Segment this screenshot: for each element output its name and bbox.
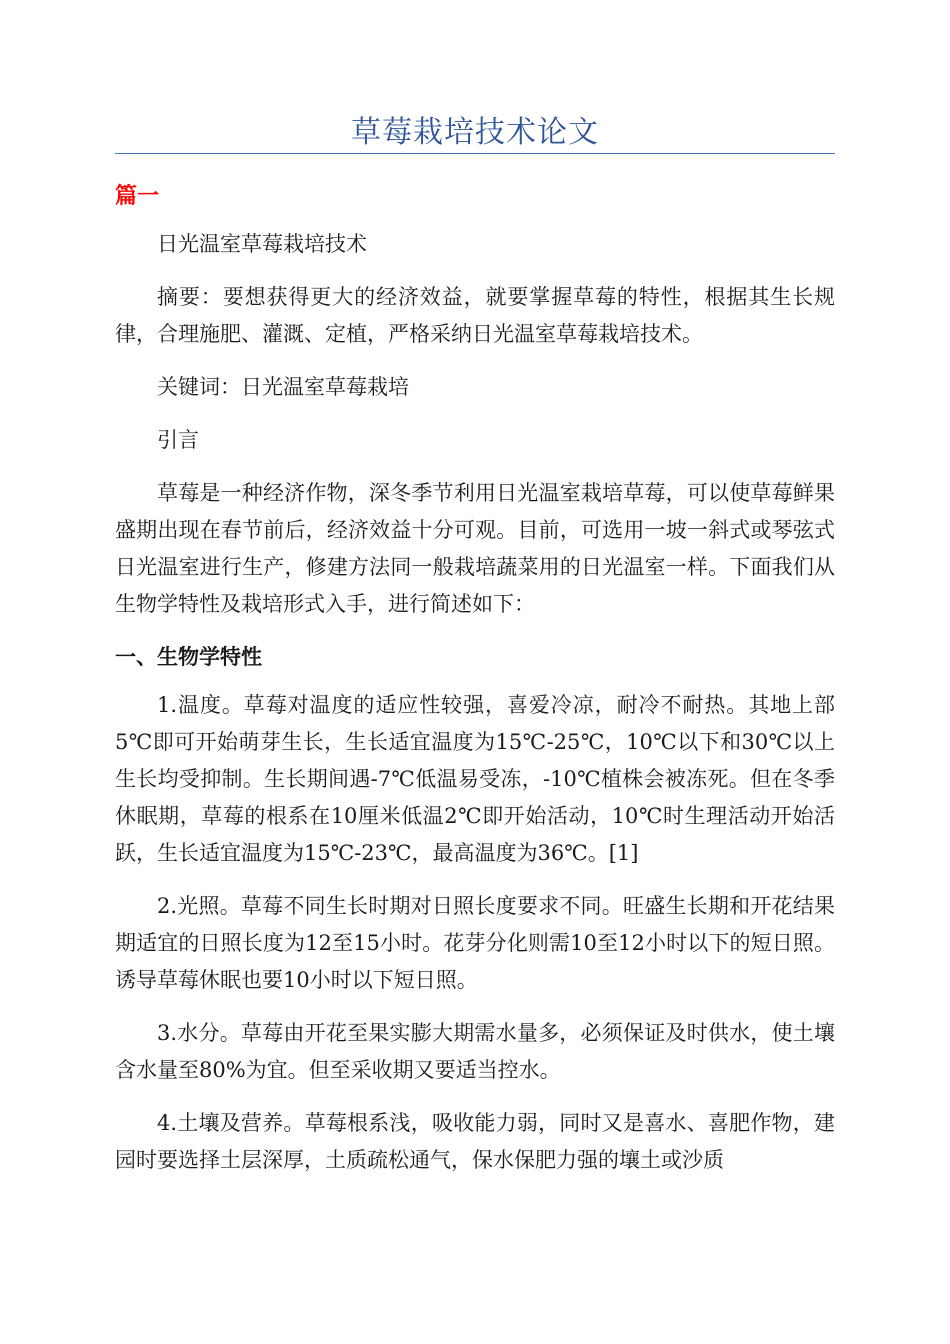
intro-heading: 引言	[157, 428, 199, 452]
paragraph-temperature: 1.温度。草莓对温度的适应性较强，喜爱冷凉，耐冷不耐热。其地上部5℃即可开始萌芽生长，生长适宜温度为15℃-25℃，10℃以下和30℃以上生长均受抑制。生长期间遇-7℃低温易受冻，-10℃植株会被冻死。但在冬季休眠期，草莓的根系在10厘米低温2℃即开始活动，10℃时生理活动开始活跃，生长适宜温度为15℃-23℃，最高温度为36℃。[1]	[115, 693, 835, 865]
article-subtitle: 日光温室草莓栽培技术	[157, 232, 367, 256]
document-title: 草莓栽培技术论文	[351, 115, 599, 150]
paragraph-light: 2.光照。草莓不同生长时期对日照长度要求不同。旺盛生长期和开花结果期适宜的日照长度为12至15小时。花芽分化则需10至12小时以下的短日照。诱导草莓休眠也要10小时以下短日照。	[115, 894, 835, 992]
title-underline	[115, 153, 835, 154]
intro-paragraph: 草莓是一种经济作物，深冬季节利用日光温室栽培草莓，可以使草莓鲜果盛期出现在春节前后，经济效益十分可观。目前，可选用一坡一斜式或琴弦式日光温室进行生产，修建方法同一般栽培蔬菜用的日光温室一样。下面我们从生物学特性及栽培形式入手，进行简述如下：	[115, 481, 835, 616]
paragraph-soil: 4.土壤及营养。草莓根系浅，吸收能力弱，同时又是喜水、喜肥作物，建园时要选择土层深厚，土质疏松通气，保水保肥力强的壤土或沙质	[115, 1111, 835, 1172]
document-body	[115, 180, 835, 1195]
piece-label: 篇一	[115, 184, 160, 209]
section-heading-biology: 一、生物学特性	[115, 645, 262, 669]
keywords-paragraph: 关键词：日光温室草莓栽培	[157, 375, 409, 399]
paragraph-water: 3.水分。草莓由开花至果实膨大期需水量多，必须保证及时供水，使土壤含水量至80%为宜。但至采收期又要适当控水。	[115, 1021, 835, 1082]
abstract-paragraph: 摘要：要想获得更大的经济效益，就要掌握草莓的特性，根据其生长规律，合理施肥、灌溉、定植，严格采纳日光温室草莓栽培技术。	[115, 285, 835, 346]
